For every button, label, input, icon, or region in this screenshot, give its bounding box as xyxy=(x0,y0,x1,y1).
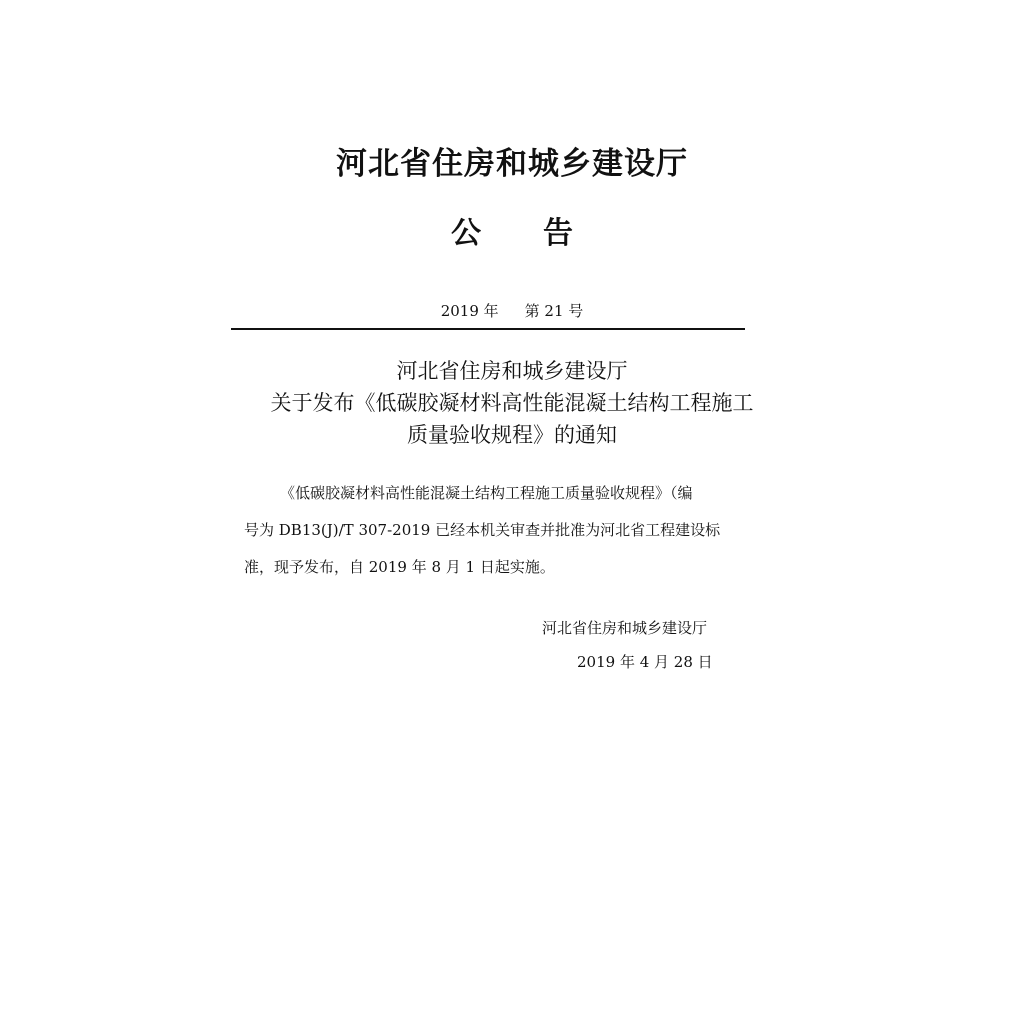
notice-title xyxy=(0,355,1024,451)
document-year: 2019 年 xyxy=(440,302,499,320)
notice-body xyxy=(244,475,772,586)
document-type xyxy=(0,208,1024,252)
signature-date: 2019 年 4 月 28 日 xyxy=(577,653,713,671)
notice-body-line-2: 号为 DB13(J)/T 307-2019 已经本机关审查并批准为河北省工程建设标 xyxy=(244,521,721,539)
notice-body-line-3: 准，现予发布，自 2019 年 8 月 1 日起实施。 xyxy=(244,558,555,576)
header-divider xyxy=(231,328,745,330)
notice-title-line-2: 关于发布《低碳胶凝材料高性能混凝土结构工程施工 xyxy=(270,391,754,415)
document-number xyxy=(0,300,1024,321)
notice-body-line-1: 《低碳胶凝材料高性能混凝土结构工程施工质量验收规程》（编 xyxy=(280,484,693,502)
notice-title-line-3: 质量验收规程》的通知 xyxy=(407,423,617,447)
signature-organization: 河北省住房和城乡建设厅 xyxy=(542,619,708,637)
notice-title-line-1: 河北省住房和城乡建设厅 xyxy=(396,359,628,383)
issuer-title: 河北省住房和城乡建设厅 xyxy=(336,146,688,182)
document-type-char-1: 公 xyxy=(451,216,481,251)
document-type-char-2: 告 xyxy=(543,216,573,251)
document-serial-number: 第 21 号 xyxy=(524,302,584,320)
